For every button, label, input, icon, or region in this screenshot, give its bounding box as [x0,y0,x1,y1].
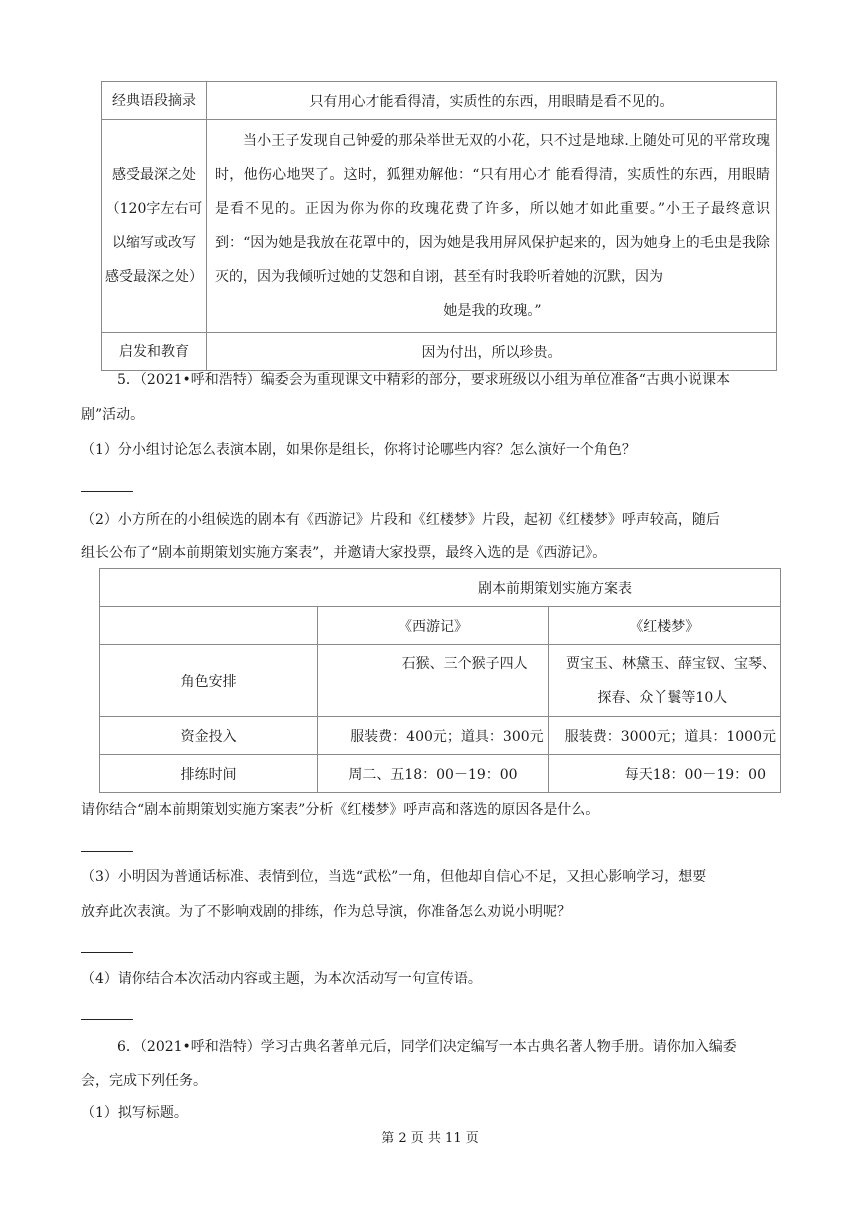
q5-stem-line2: 剧”活动。 [81,407,145,423]
row-head-excerpt: 经典语段摘录 [102,82,207,120]
row-head-feeling [102,120,207,333]
roles-hongloumeng-line: 探春、众丫鬟等10人 [597,689,728,706]
inspiration-text: 因为付出，所以珍贵。 [207,333,777,371]
feeling-paragraph: 当小王子发现自己钟爱的那朵举世无双的小花，只不过是地球.上随处可见的平常玫瑰时，他伤心地哭了。这时，狐狸劝解他：“只有用心才 能看得清，实质性的东西，用眼睛是看不见的。正因为你为你的玫瑰花费了许多，所以她才如此重要。”小王子最终意识到：“因为她是我放在花罩中的，因为她是我用屏风保护起来的，因为她身上的毛虫是我除灭的，因为我倾听过她的艾怨和自诩，甚至有时我聆听着她的沉默，因为 [215,133,770,285]
page-footer: 第 2 页 共 11 页 [381,1131,479,1146]
funding-hongloumeng: 服装费：3000元；道具：1000元 [548,717,780,755]
row-head-inspiration: 启发和教育 [102,333,207,371]
q5-sub4: （4）请你结合本次活动内容或主题，为本次活动写一句宣传语。 [81,971,482,987]
reading-notes-table [101,81,777,371]
roles-hongloumeng [548,645,780,717]
feeling-text-cell [207,120,777,333]
answer-line[interactable] [81,952,133,953]
row-head-feeling-line: （120字左右可 [105,201,203,217]
rehearsal-xiyouji: 周二、五18：00－19：00 [318,755,548,793]
q5-stem-line1: 5．（2021•呼和浩特）编委会为重现课文中精彩的部分，要求班级以小组为单位准备“古典小说课本 [117,372,730,388]
row-head-feeling-line: 感受最深之处 [112,167,196,183]
col-header-xiyouji: 《西游记》 [318,607,548,645]
q5-sub3-line2: 放弃此次表演。为了不影响戏剧的排练，作为总导演，你准备怎么劝说小明呢？ [81,904,571,920]
row-label-funding: 资金投入 [100,717,318,755]
excerpt-text: 只有用心才能看得清，实质性的东西，用眼睛是看不见的。 [207,82,777,120]
row-label-rehearsal: 排练时间 [100,755,318,793]
roles-hongloumeng-line: 贾宝玉、林黛玉、薛宝钗、宝琴、 [566,655,776,672]
plan-table-title-text: 剧本前期策划实施方案表 [478,580,632,597]
header-empty-cell [100,607,318,645]
q6-stem-line2: 会，完成下列任务。 [81,1073,207,1089]
plan-table-title [100,569,781,607]
col-header-hongloumeng: 《红楼梦》 [548,607,780,645]
answer-line[interactable] [81,1019,133,1020]
q5-sub3-line1: （3）小明因为普通话标准、表情到位，当选“武松”一角，但他却自信心不足，又担心影响学习，想要 [81,869,707,885]
q6-stem-line1: 6．（2021•呼和浩特）学习古典名著单元后，同学们决定编写一本古典名著人物手册。请你加入编委 [117,1039,737,1055]
answer-line[interactable] [81,491,133,492]
answer-line[interactable] [81,851,133,852]
row-label-roles: 角色安排 [100,645,318,717]
row-head-feeling-line: 感受最深之处） [105,269,203,285]
q5-sub1: （1）分小组讨论怎么表演本剧，如果你是组长，你将讨论哪些内容？怎么演好一个角色？ [81,442,636,458]
row-head-feeling-line: 以缩写或改写 [112,235,196,251]
roles-xiyouji-text: 石猴、三个猴子四人 [401,656,528,672]
q6-sub1: （1）拟写标题。 [81,1105,188,1121]
plan-table [99,568,781,793]
q5-sub2-line2: 组长公布了“剧本前期策划实施方案表”，并邀请大家投票，最终入选的是《西游记》。 [81,545,607,561]
funding-xiyouji: 服装费：400元；道具：300元 [318,717,548,755]
q5-sub2-question: 请你结合“剧本前期策划实施方案表”分析《红楼梦》呼声高和落选的原因各是什么。 [81,802,600,818]
feeling-paragraph-end: 她是我的玫瑰。” [443,303,542,319]
q5-sub2-line1: （2）小方所在的小组候选的剧本有《西游记》片段和《红楼梦》片段，起初《红楼梦》呼声较高，随后 [81,512,720,528]
rehearsal-hongloumeng: 每天18：00－19：00 [548,755,780,793]
roles-xiyouji [318,645,548,717]
